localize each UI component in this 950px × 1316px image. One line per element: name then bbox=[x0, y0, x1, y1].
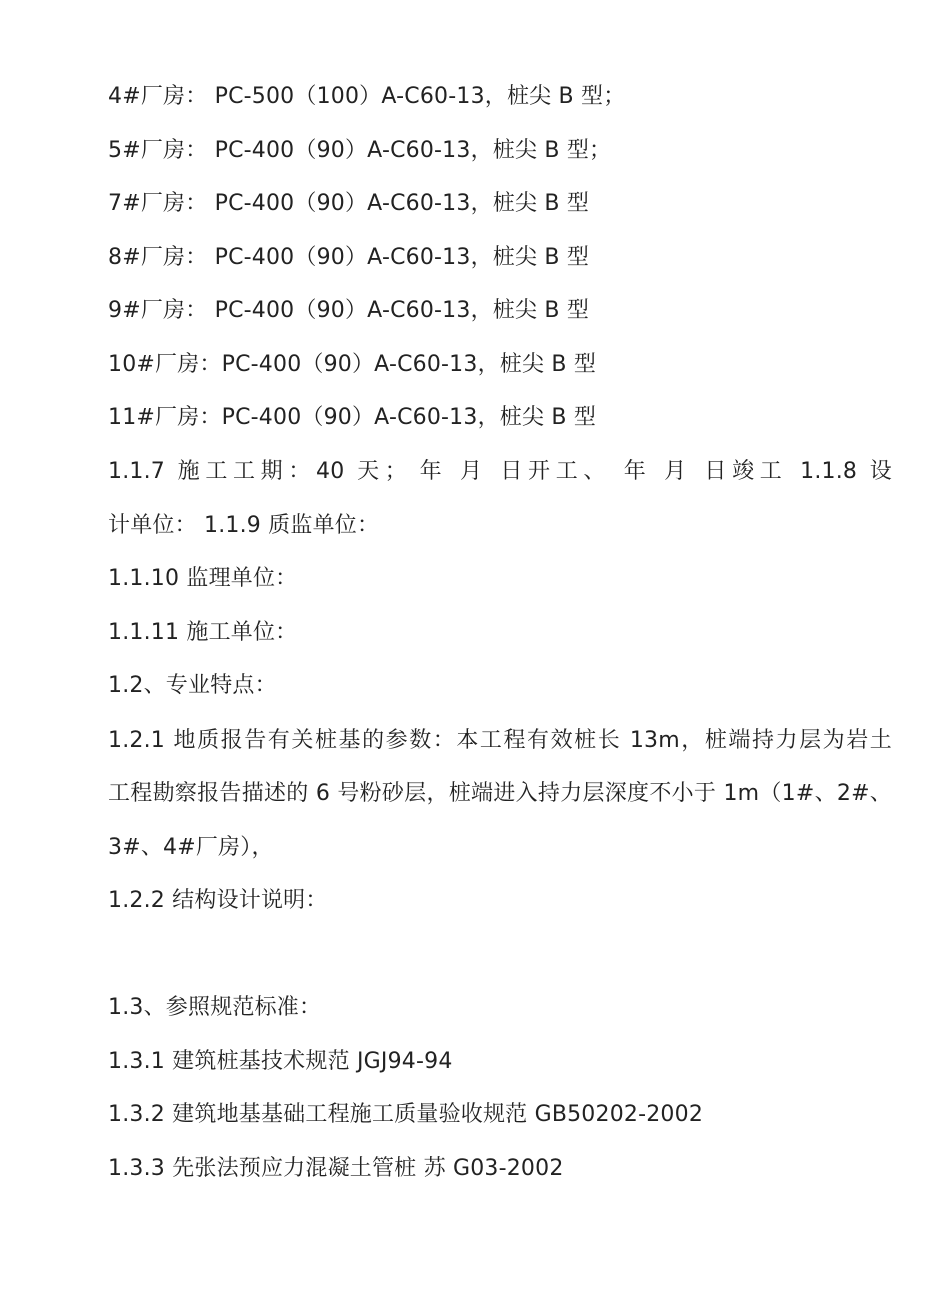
standard-line-3: 1.3.3 先张法预应力混凝土管桩 苏 G03-2002 bbox=[108, 1156, 564, 1181]
geology-paragraph-line-2: 工程勘察报告描述的 6 号粉砂层，桩端进入持力层深度不小于 1m（1#、2#、 bbox=[108, 781, 892, 806]
pile-spec-line-9: 9#厂房： PC-400（90）A-C60-13，桩尖 B 型 bbox=[108, 298, 590, 323]
structure-design-line: 1.2.2 结构设计说明： bbox=[108, 888, 328, 913]
pile-spec-line-8: 8#厂房： PC-400（90）A-C60-13，桩尖 B 型 bbox=[108, 245, 590, 270]
pile-spec-line-4: 4#厂房： PC-500（100）A-C60-13，桩尖 B 型； bbox=[108, 84, 626, 109]
construction-unit-line: 1.1.11 施工单位： bbox=[108, 620, 298, 645]
section-heading-1-3: 1.3、参照规范标准： bbox=[108, 995, 322, 1020]
pile-spec-line-10: 10#厂房：PC-400（90）A-C60-13，桩尖 B 型 bbox=[108, 352, 597, 377]
geology-paragraph-line-1: 1.2.1 地质报告有关桩基的参数：本工程有效桩长 13m，桩端持力层为岩土 bbox=[108, 728, 892, 753]
supervision-unit-line: 1.1.10 监理单位： bbox=[108, 566, 298, 591]
standard-line-1: 1.3.1 建筑桩基技术规范 JGJ94-94 bbox=[108, 1049, 453, 1074]
pile-spec-line-5: 5#厂房： PC-400（90）A-C60-13，桩尖 B 型； bbox=[108, 138, 612, 163]
construction-period-line: 1.1.7 施工工期：40 天； 年 月 日开工、 年 月 日竣工 1.1.8 设 bbox=[108, 459, 892, 484]
section-heading-1-2: 1.2、专业特点： bbox=[108, 673, 277, 698]
pile-spec-line-7: 7#厂房： PC-400（90）A-C60-13，桩尖 B 型 bbox=[108, 191, 590, 216]
standard-line-2: 1.3.2 建筑地基基础工程施工质量验收规范 GB50202-2002 bbox=[108, 1102, 704, 1127]
design-unit-line: 计单位： 1.1.9 质监单位： bbox=[108, 513, 380, 538]
geology-paragraph-line-3: 3#、4#厂房）， bbox=[108, 835, 274, 860]
pile-spec-line-11: 11#厂房：PC-400（90）A-C60-13，桩尖 B 型 bbox=[108, 405, 597, 430]
